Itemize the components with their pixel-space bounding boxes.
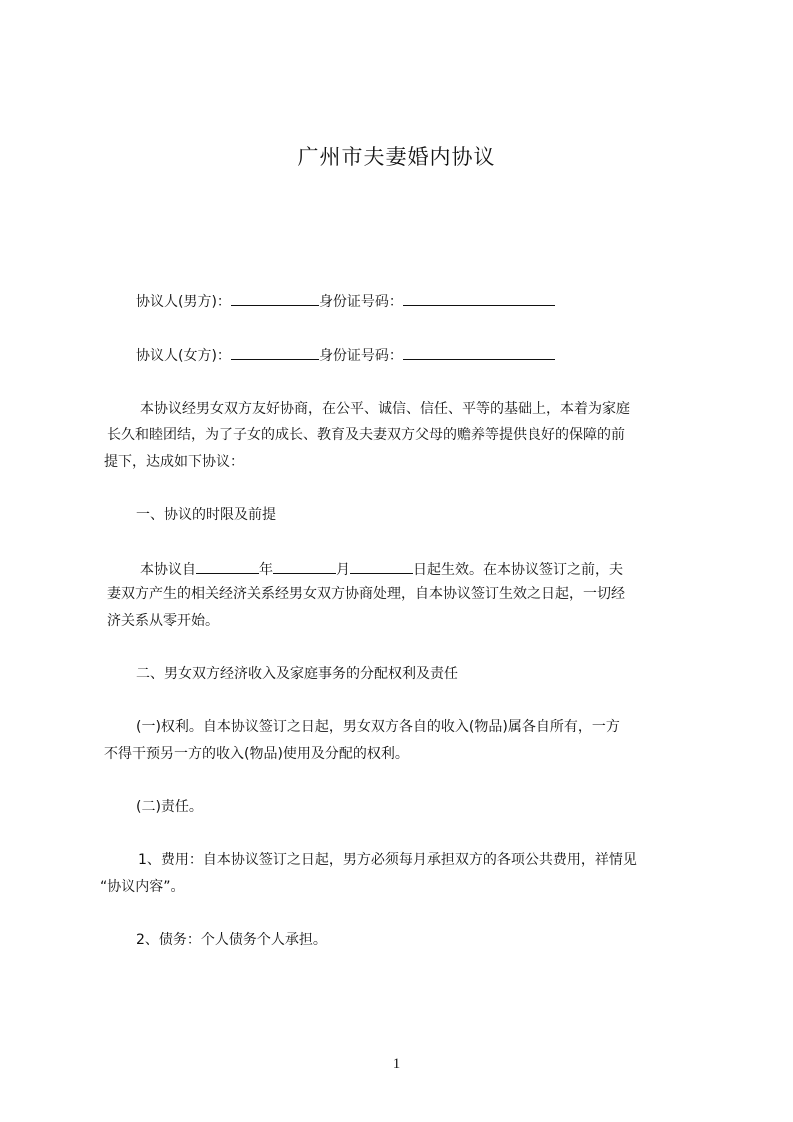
responsibility-heading: (二)责任。 (136, 799, 203, 815)
year-label: 年 (259, 562, 273, 578)
section1-heading: 一、协议的时限及前提 (136, 507, 276, 523)
party-female-label: 协议人(女方)： (136, 348, 231, 364)
party-male-id-label: 身份证号码： (318, 294, 403, 310)
month-label: 月 (336, 562, 350, 578)
date-prefix: 本协议自 (140, 562, 196, 578)
cost-line-2: “协议内容”。 (100, 879, 185, 895)
rights-line-1: (一)权利。自本协议签订之日起，男女双方各自的收入(物品)属各自所有，一方 (136, 719, 620, 735)
debt-line: 2、债务：个人债务个人承担。 (136, 932, 327, 948)
rights-line-2: 不得干预另一方的收入(物品)使用及分配的权利。 (104, 746, 409, 762)
intro-line-2: 长久和睦团结，为了子女的成长、教育及夫妻双方父母的赡养等提供良好的保障的前 (107, 427, 625, 443)
party-male-id-blank[interactable] (403, 293, 555, 306)
party-male-line (136, 293, 555, 309)
page-number: 1 (392, 1056, 401, 1072)
party-male-name-blank[interactable] (231, 293, 319, 306)
section1-line-2: 妻双方产生的相关经济关系经男女双方协商处理，自本协议签订生效之日起，一切经 (107, 586, 625, 602)
intro-line-1: 本协议经男女双方友好协商，在公平、诚信、信任、平等的基础上，本着为家庭 (140, 401, 630, 417)
party-female-id-label: 身份证号码： (318, 348, 403, 364)
cost-line-1: 1、费用：自本协议签订之日起，男方必须每月承担双方的各项公共费用，祥情见 (138, 852, 637, 868)
party-male-label: 协议人(男方)： (136, 294, 231, 310)
year-blank[interactable] (196, 561, 259, 574)
document-title: 广州市夫妻婚内协议 (297, 145, 496, 169)
party-female-name-blank[interactable] (231, 347, 319, 360)
effective-date-line (140, 561, 623, 577)
party-female-id-blank[interactable] (403, 347, 555, 360)
day-suffix: 日起生效。在本协议签订之前，夫 (413, 562, 623, 578)
section2-heading: 二、男女双方经济收入及家庭事务的分配权利及责任 (136, 666, 458, 682)
intro-line-3: 提下，达成如下协议： (104, 454, 244, 470)
section1-line-3: 济关系从零开始。 (107, 613, 219, 629)
party-female-line (136, 347, 555, 363)
month-blank[interactable] (273, 561, 336, 574)
day-blank[interactable] (350, 561, 413, 574)
